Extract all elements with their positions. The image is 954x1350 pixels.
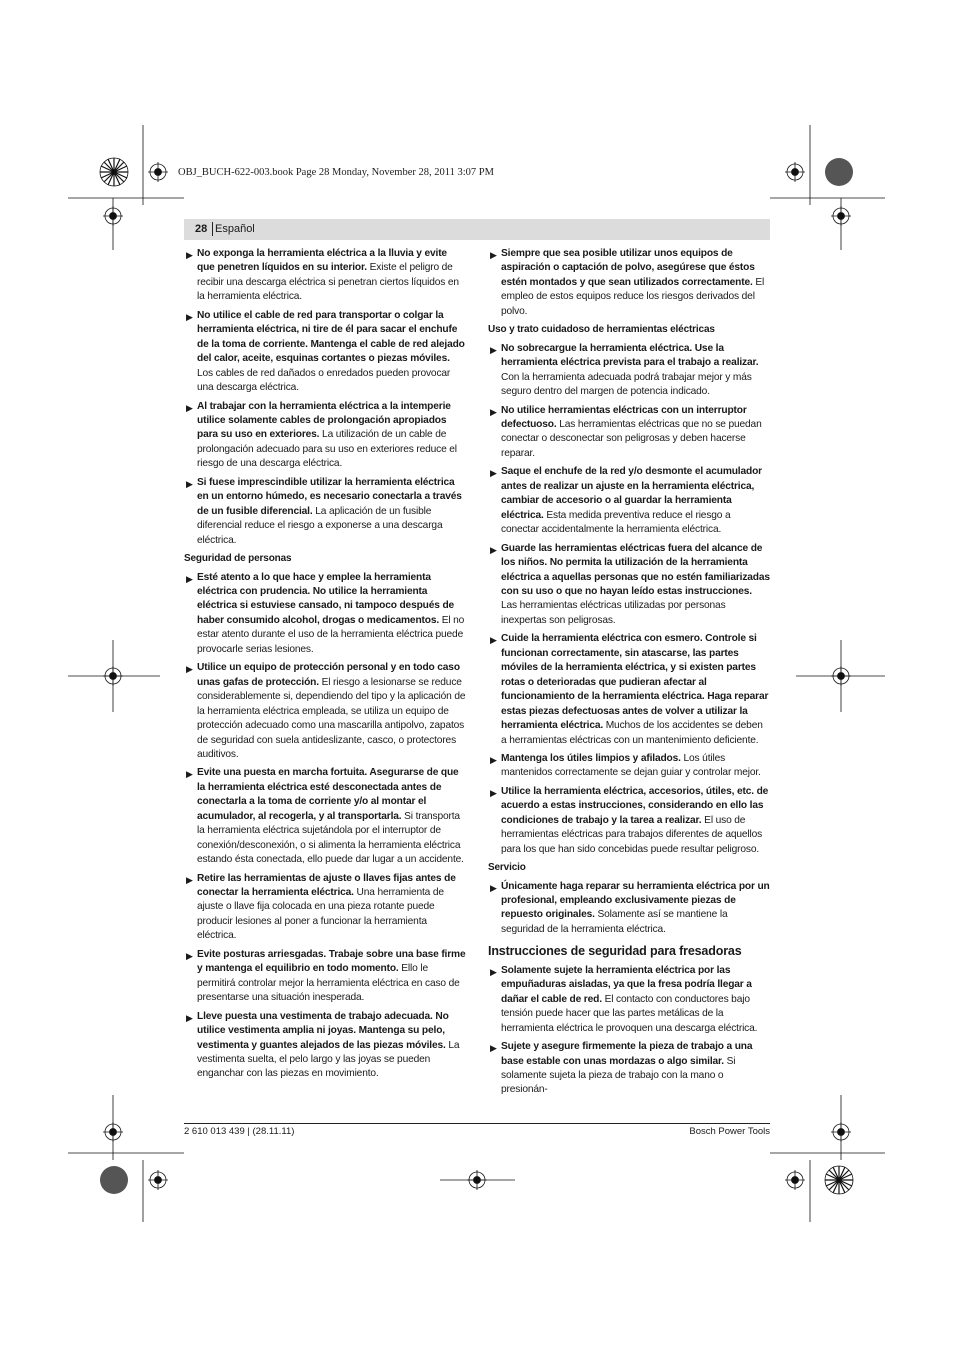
item-body-text: Los útiles mantenidos correctamente se dejan guiar y controlar mejor. [501, 752, 761, 779]
bullet-arrow-icon: ▶ [490, 406, 497, 417]
list-item [184, 872, 466, 944]
item-bold-text: No utilice el cable de red para transportar o colgar la herramienta eléctrica, ni tire de él para sacar el enchufe de la toma de corriente. Mantenga el cable de red alejado del calor, aceite, esquinas cortantes o piezas móviles. [197, 309, 465, 365]
footer-doc-number: 2 610 013 439 | (28.11.11) [184, 1126, 295, 1137]
bullet-arrow-icon: ▶ [490, 544, 497, 555]
item-body-text: Las herramientas eléctricas que no se puedan conectar o desconectar son peligrosas y deben hacerse reparar. [501, 418, 762, 459]
item-bold-text: Saque el enchufe de la red y/o desmonte el acumulador antes de realizar un ajuste en la herramienta eléctrica, cambiar de accesorio o al guardar la herramienta eléctrica. [501, 466, 762, 521]
service-list [488, 880, 770, 938]
item-body-text: El riesgo a lesionarse se reduce considerablemente si, dependiendo del tipo y la aplicación de la herramienta eléctrica empleada, se utiliza un equipo de protección adecuado como una mascarilla antipolvo, zapatos de seguridad con suela antideslizante, casco, o protectores auditivos. [197, 676, 466, 760]
item-body-text: Los cables de red dañados o enredados pueden provocar una descarga eléctrica. [197, 367, 451, 394]
list-item [488, 404, 770, 462]
footer-brand: Bosch Power Tools [689, 1126, 770, 1137]
electrical-safety-list [184, 247, 466, 548]
list-item [488, 880, 770, 938]
list-item [184, 766, 466, 867]
item-bold-text: Retire las herramientas de ajuste o llaves fijas antes de conectar la herramienta eléctrica. [197, 872, 456, 899]
footer-rule [184, 1123, 770, 1124]
left-column [184, 247, 466, 1086]
item-bold-text: Mantenga los útiles limpios y afilados. [501, 752, 681, 764]
item-bold-text: Evite posturas arriesgadas. Trabaje sobre una base firme y mantenga el equilibrio en todo momento. [197, 948, 466, 975]
tool-use-list [488, 342, 770, 857]
bullet-arrow-icon: ▶ [490, 635, 497, 646]
item-bold-text: Esté atento a lo que hace y emplee la herramienta eléctrica con prudencia. No utilice la herramienta eléctrica si estuviese cansado, ni tampoco después de haber consumido alcohol, drogas o medicamentos. [197, 571, 455, 626]
item-body-text: Solamente así se mantiene la seguridad de la herramienta eléctrica. [501, 909, 728, 935]
page-header [184, 219, 770, 240]
item-bold-text: Utilice un equipo de protección personal y en todo caso unas gafas de protección. [197, 662, 460, 688]
bullet-arrow-icon: ▶ [186, 1012, 193, 1023]
heading-personal-safety: Seguridad de personas [184, 553, 292, 565]
bullet-arrow-icon: ▶ [490, 787, 497, 798]
bullet-arrow-icon: ▶ [490, 754, 497, 765]
bullet-arrow-icon: ▶ [186, 950, 193, 961]
list-item [488, 752, 770, 781]
list-item [184, 400, 466, 472]
bullet-arrow-icon: ▶ [186, 664, 193, 675]
list-item [184, 571, 466, 658]
bullet-arrow-icon: ▶ [490, 1043, 497, 1054]
item-body-text: Existe el peligro de recibir una descarga eléctrica si penetran ciertos líquidos en la herramienta eléctrica. [197, 262, 459, 303]
item-body-text: Muchos de los accidentes se deben a herramientas eléctricas con un mantenimiento deficiente. [501, 720, 763, 746]
item-body-text: Una herramienta de ajuste o llave fija colocada en una pieza rotante puede producir lesiones al poner a funcionar la herramienta eléctrica. [197, 887, 444, 942]
heading-service: Servicio [488, 862, 526, 874]
item-bold-text: Solamente sujete la herramienta eléctrica por las empuñaduras aisladas, ya que la fresa podría llegar a dañar el cable de red. [501, 964, 752, 1005]
item-bold-text: Cuide la herramienta eléctrica con esmero. Controle si funcionan correctamente, sin atascarse, las partes móviles de la herramienta eléctrica, y si existen partes rotas o deterioradas que pudieran afectar al funcionamiento de la herramienta eléctrica. Haga reparar estas piezas defectuosas antes de volver a utilizar la herramienta eléctrica. [501, 633, 769, 732]
item-bold-text: Si fuese imprescindible utilizar la herramienta eléctrica en un entorno húmedo, es necesario conectarla a través de un fusible diferencial. [197, 476, 462, 517]
list-item [488, 785, 770, 857]
item-bold-text: Lleve puesta una vestimenta de trabajo adecuada. No utilice vestimenta amplia ni joyas. Mantenga su pelo, vestimenta y guantes alejados de las piezas móviles. [197, 1010, 449, 1051]
item-bold-text: Únicamente haga reparar su herramienta eléctrica por un profesional, empleando exclusivamente piezas de repuesto originales. [501, 880, 770, 921]
item-body-text: Esta medida preventiva reduce el riesgo a conectar accidentalmente la herramienta eléctrica. [501, 509, 731, 536]
item-bold-text: No exponga la herramienta eléctrica a la lluvia y evite que penetren líquidos en su interior. [197, 248, 447, 274]
item-bold-text: Utilice la herramienta eléctrica, accesorios, útiles, etc. de acuerdo a estas instrucciones, considerando en ello las condiciones de trabajo y la tarea a realizar. [501, 785, 769, 826]
item-body-text: El no estar atento durante el uso de la herramienta eléctrica puede provocarle serias lesiones. [197, 614, 465, 655]
header-language: Español [215, 223, 255, 235]
list-item [184, 476, 466, 548]
bullet-arrow-icon: ▶ [186, 311, 193, 322]
bullet-arrow-icon: ▶ [186, 478, 193, 489]
list-item [184, 309, 466, 396]
print-slug: OBJ_BUCH-622-003.book Page 28 Monday, November 28, 2011 3:07 PM [178, 167, 494, 178]
page-number: 28 [195, 223, 208, 235]
bullet-arrow-icon: ▶ [490, 468, 497, 479]
item-body-text: Ello le permitirá controlar mejor la herramienta eléctrica en caso de presentarse una situación inesperada. [197, 963, 460, 1004]
item-body-text: La vestimenta suelta, el pelo largo y las joyas se pueden enganchar con las piezas en movimiento. [197, 1039, 460, 1080]
list-item [488, 465, 770, 537]
item-body-text: Con la herramienta adecuada podrá trabajar mejor y más seguro dentro del margen de potencia indicado. [501, 371, 752, 398]
item-body-text: Si solamente sujeta la pieza de trabajo con la mano o presionán- [501, 1055, 736, 1096]
list-item [488, 964, 770, 1036]
list-item [488, 247, 770, 319]
bullet-arrow-icon: ▶ [186, 573, 193, 584]
item-bold-text: Sujete y asegure firmemente la pieza de trabajo a una base estable con unas mordazas o algo similar. [501, 1041, 753, 1067]
personal-safety-list [184, 571, 466, 1082]
item-body-text: La aplicación de un fusible diferencial reduce el riesgo a exponerse a una descarga eléctrica. [197, 505, 443, 546]
item-bold-text: Guarde las herramientas eléctricas fuera del alcance de los niños. No permita la utilización de la herramienta eléctrica a aquellas personas que no estén familiarizadas con su uso o que no hayan leído estas instrucciones. [501, 542, 770, 597]
item-bold-text: Evite una puesta en marcha fortuita. Asegurarse de que la herramienta eléctrica esté desconectada antes de conectarla a la toma de corriente y/o al montar el acumulador, al recogerla, y al transportarla. [197, 767, 459, 822]
bullet-arrow-icon: ▶ [186, 402, 193, 413]
bullet-arrow-icon: ▶ [186, 250, 193, 260]
bullet-arrow-icon: ▶ [490, 250, 497, 260]
list-item [488, 542, 770, 629]
list-item [184, 661, 466, 762]
bullet-arrow-icon: ▶ [186, 874, 193, 885]
list-item [184, 247, 466, 305]
bullet-arrow-icon: ▶ [490, 966, 497, 977]
header-divider [212, 222, 213, 236]
dust-extraction-list [488, 247, 770, 319]
list-item [488, 1040, 770, 1098]
item-bold-text: No utilice herramientas eléctricas con un interruptor defectuoso. [501, 404, 747, 430]
list-item [488, 342, 770, 400]
item-body-text: Las herramientas eléctricas utilizadas por personas inexpertas son peligrosas. [501, 600, 726, 626]
item-bold-text: No sobrecargue la herramienta eléctrica. Use la herramienta eléctrica prevista para el trabajo a realizar. [501, 342, 759, 369]
item-body-text: El empleo de estos equipos reduce los riesgos derivados del polvo. [501, 276, 765, 317]
list-item [184, 948, 466, 1006]
right-column [488, 247, 770, 1102]
heading-tool-use: Uso y trato cuidadoso de herramientas eléctricas [488, 324, 715, 336]
item-body-text: La utilización de un cable de prolongación adecuado para su uso en exteriores reduce el riesgo de una descarga eléctrica. [197, 429, 457, 470]
router-safety-list [488, 964, 770, 1098]
item-body-text: El uso de herramientas eléctricas para trabajos diferentes de aquellos para los que han sido concebidas puede resultar peligroso. [501, 814, 763, 855]
bullet-arrow-icon: ▶ [490, 344, 497, 355]
bullet-arrow-icon: ▶ [490, 882, 497, 893]
list-item [488, 632, 770, 748]
heading-router-safety: Instrucciones de seguridad para fresadoras [488, 944, 742, 959]
list-item [184, 1010, 466, 1082]
item-bold-text: Siempre que sea posible utilizar unos equipos de aspiración o captación de polvo, asegúrese que éstos estén montados y que sean utilizados correctamente. [501, 248, 755, 288]
bullet-arrow-icon: ▶ [186, 769, 193, 780]
item-bold-text: Al trabajar con la herramienta eléctrica a la intemperie utilice solamente cables de prolongación apropiados para su uso en exteriores. [197, 400, 451, 441]
item-body-text: Si transporta la herramienta eléctrica sujetándola por el interruptor de conexión/desconexión, o si alimenta la herramienta eléctrica estando ésta conectada, ello puede dar lugar a un accidente. [197, 810, 464, 866]
item-body-text: El contacto con conductores bajo tensión puede hacer que las partes metálicas de la herramienta eléctrica le provoquen una descarga eléctrica. [501, 993, 758, 1034]
